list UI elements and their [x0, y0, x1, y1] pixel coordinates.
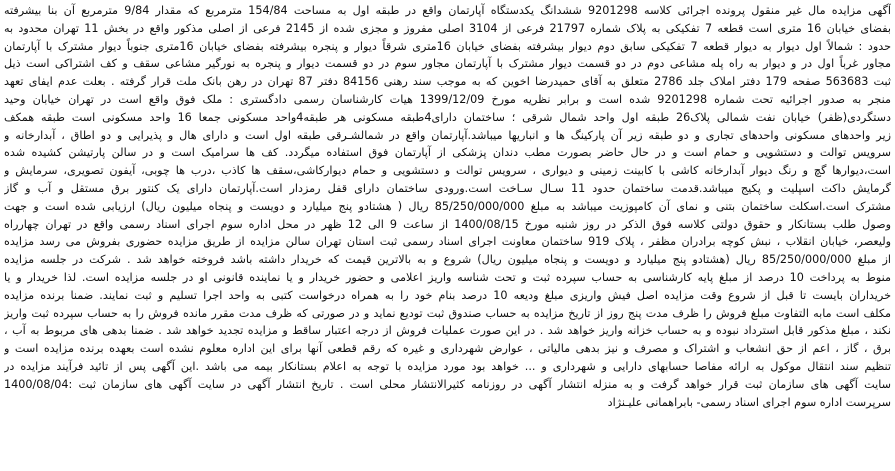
notice-line-5: ثبت 563683 صفحه 179 دفتر املاک جلد 2786 متعلق به آقای حمیدرضا اخوین که به موجب سند رهنی 84156 دفتر 87 تهران در رهن بانک ملت قرار گرفته . بعلت عدم ایفای تعهد: [4, 75, 891, 89]
notice-line-14: ولیعصر، خیابان انقلاب ، نبش کوچه برادران مظفر ، پلاک 919 ساختمان معاونت اجرای اسناد رسمی ثبت استان تهران سالن مزایده از طریق مزایده حضوری بفروش می رسد مزایده: [4, 235, 891, 249]
notice-line-21: تنظیم سند انتقال موکول به ارائه مفاصا حسابهای دارایی و شهرداری و ... خواهد بود مورد مزایده با توجه به اعلام بستانکار بیمه می باشد .این آگهی پس از تائید فرآیند مزایده در: [4, 359, 891, 373]
notice-line-6: منجر به صدور اجرائیه تحت شماره 9201298 شده است و برابر نظریه مورخ 1399/12/09 هیات کارشناسان رسمی دادگستری : ملک فوق واقع است در تهران خیابان وحید: [4, 92, 891, 106]
notice-line-17: خریداران بایست تا قبل از شروع وقت مزایده اصل فیش واریزی مبلغ ودیعه 10 درصد بنام خود را به همراه درخواست کتبی به واحد اجرا تسلیم و ثبت نمایند. ضمنا برنده مزایده: [4, 288, 891, 302]
notice-line-10: است،دیوارها گچ و رنگ دیوار آبدارخانه کاشی با کابینت زمینی و دیواری ، سرویس توالت و دستشویی و حمام دیوارکاشی،سقف ها کاذب ،درب ها چوبی، آیفون تصویری، سرمایش و: [4, 164, 891, 178]
notice-line-11: گرمایش داکت اسپلیت و پکیج میباشد.قدمت ساختمان حدود 11 سـال سـاخت است.ورودی ساختمان دارای قفل رمزدار است.آپارتمان دارای یک کنتور برق مستقل و آب و گاز: [4, 181, 891, 195]
notice-line-15: از مبلغ 85/250/000/000 ریال (هشتادو پنج میلیارد و دویست و پنجاه میلیون ریال) شروع و به بالاترین قیمت که خریدار داشته باشد فروخته خواهد شد . شرکت در جلسه مزایده: [4, 253, 891, 267]
notice-line-1: آگهی مزایده مال غیر منقول پرونده اجرائی کلاسه 9201298 ششدانگ یکدستگاه آپارتمان واقع در طبقه اول به مساحت 154/84 مترمربع که مقدار 9/84 مترمربع آن بنا بیشرفته: [4, 4, 891, 17]
notice-line-12: مشترک است.اسکلت ساختمان بتنی و نمای آن کامپوزیت میباشد به مبلغ 85/250/000/000 ریال ( هشتادو پنج میلیارد و دویست و پنجاه میلیون ریال) ارزیابی شده است و جهت: [4, 199, 891, 213]
notice-line-4: مجاور غرباً اول در و دیوار به راه پله مشاعی دوم در دو قسمت دیوار مشترک با آپارتمان مجاور سوم در دو قسمت دیوار و پنجره به نورگیر مشاعی سقف و کف اشتراکی است ذیل: [4, 57, 891, 71]
notice-line-16: منوط به پرداخت 10 درصد از مبلغ پایه کارشناسی به حساب سپرده ثبت و تحت شناسه واریز اعلامی و حضور خریدار و یا نماینده قانونی او در جلسه مزایده است. لذا خریدار و یا: [4, 270, 891, 284]
notice-line-7: دستگردی(ظفر) خیابان نفت شمالی پلاک26 طبقه اول واحد شمال شرقی ؛ ساختمان دارای4طبقه مسکونی هر طبقه4واحد مسکونی جمعا 16 واحد مسکونی است طبقه همکف: [4, 110, 891, 124]
notice-line-18: مکلف است مابه التفاوت مبلغ فروش را ظرف مدت پنج روز از تاریخ مزایده به حساب صندوق ثبت تودیع نماید و در صورتی که ظرف مدت مقرر مانده فروش را به حساب سپرده ثبت واریز: [4, 306, 891, 320]
notice-line-2: بفضای خیابان 16 متری است قطعه 7 تفکیکی به پلاک شماره 21797 فرعی از 3104 اصلی مفروز و مجزی شده از 2145 فرعی از اصلی مذکور واقع در بخش 11 تهران محدود به: [4, 21, 891, 35]
notice-line-20: برق ، گاز ، اعم از حق انشعاب و اشتراک و مصرف و نیز بدهی مالیاتی ، عوارض شهرداری و غیره که رقم قطعی آنها برای این اداره معلوم نشده است بعهده برنده مزایده است و: [4, 342, 891, 356]
notice-signature: سرپرست اداره سوم اجرای اسناد رسمی- بابراهمانی علیـنژاد: [607, 395, 891, 409]
notice-line-9: سرویس توالت و دستشویی و حمام است و در حال حاضر بصورت مطب دندان پزشکی از آپارتمان فوق استفاده میگردد. کف ها سرامیک است و در سالن پارتیشن کشیده شده: [4, 146, 891, 160]
notice-line-13: وصول طلب بستانکار و حقوق دولتی کلاسه فوق الذکر در روز شنبه مورخ 1400/08/15 از ساعت 9 الی 12 ظهر در محل اداره سوم اجرای اسناد رسمی واقع در تهران چهارراه: [4, 217, 891, 231]
notice-line-3: حدود : شمالاً اول دیوار به دیوار قطعه 7 تفکیکی سابق دوم دیوار بیشرفته بفضای خیابان 16متری شرقاً دیوار و پنجره بیشرفته بفضای خیابان 16متری جنوباً دیوار مشترک با آپارتمان: [4, 39, 891, 53]
notice-line-8: زیر واحدهای مسکونی واحدهای تجاری و دو طبقه زیر آن پارکینگ ها و انباریها میباشد.آپارتمان واقع در شمالشـرقی طبقه اول است و دارای هال و پذیرایی و دو اطاق ، آبدارخانه و: [4, 128, 891, 142]
notice-line-19: نکند ، مبلغ مذکور قابل استرداد نبوده و به حساب خزانه واریز خواهد شد . در این صورت عملیات فروش از درجه اعتبار ساقط و مزایده تجدید خواهد شد . ضمنا بدهی های مربوط به آب ،: [4, 324, 891, 338]
notice-line-22: سایت آگهی های سازمان ثبت قرار خواهد گرفت و به منزله انتشار آگهی در روزنامه کثیرالانتشار محلی است . تاریخ انتشار آگهی در سایت آگهی های سازمان ثبت :1400/08/04: [4, 377, 891, 391]
